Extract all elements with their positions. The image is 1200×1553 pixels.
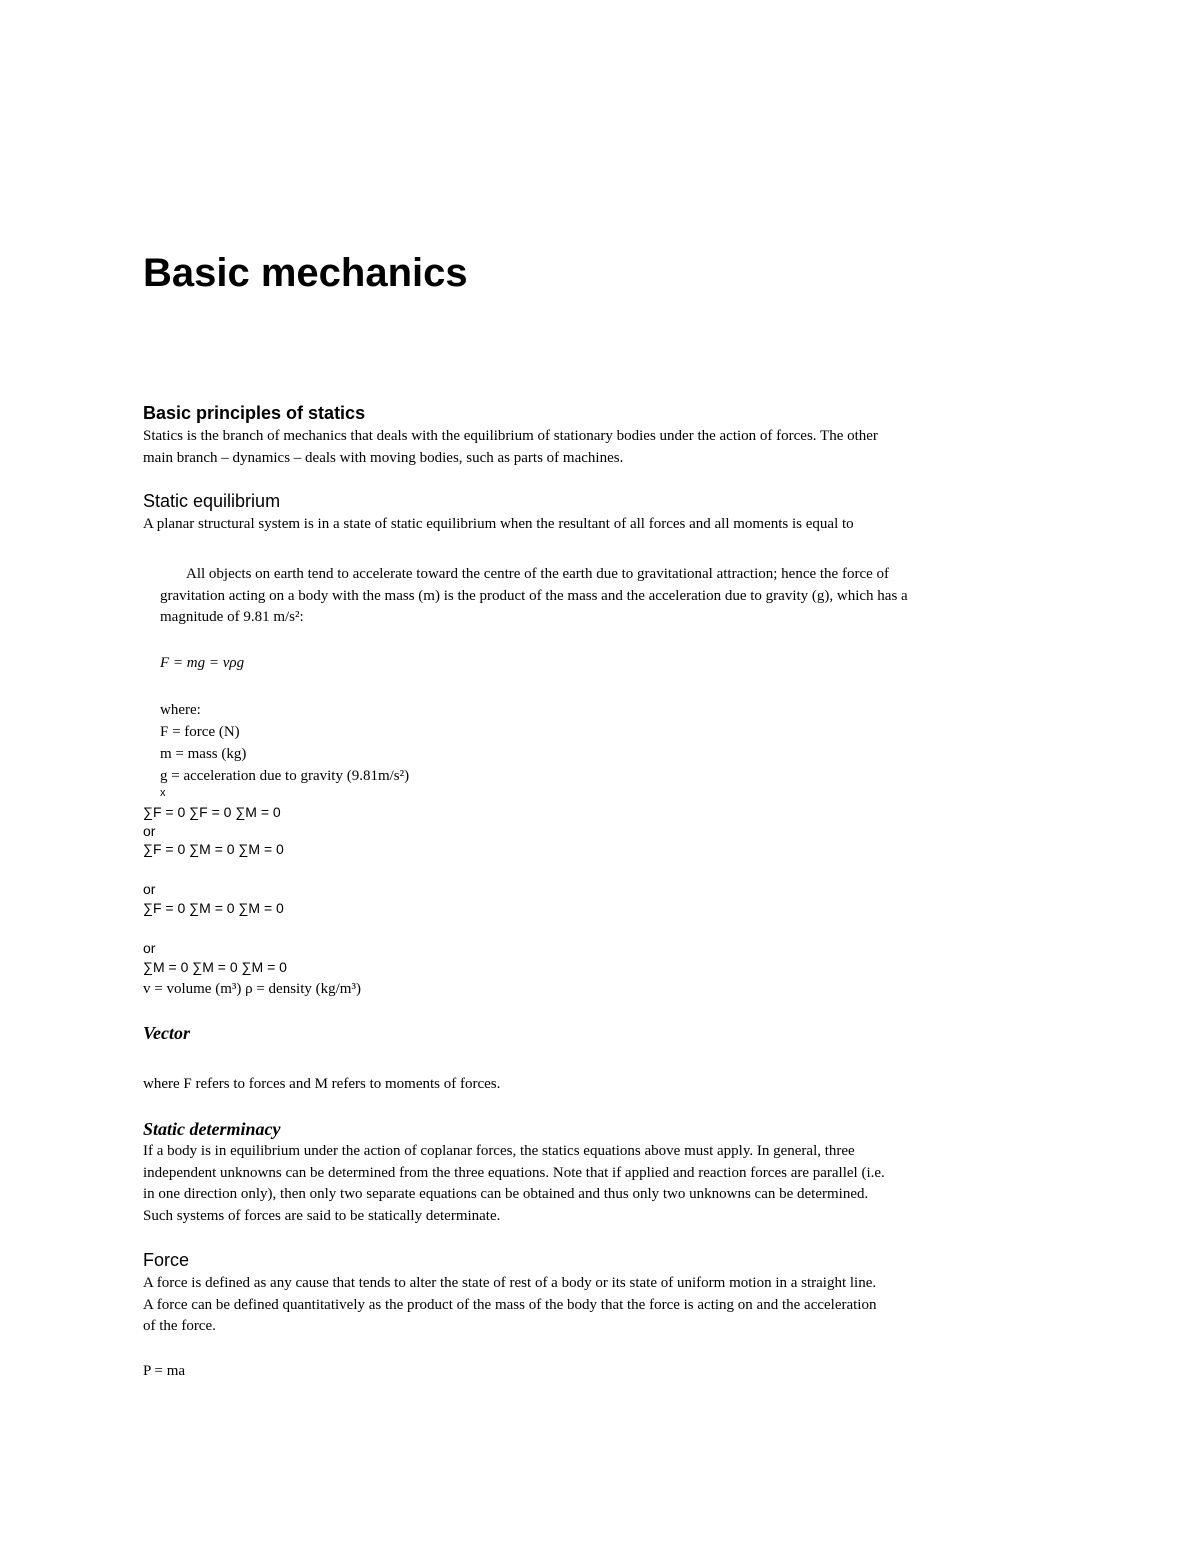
heading-statics: Basic principles of statics [143,403,366,423]
heading-static-equilibrium: Static equilibrium [143,491,281,511]
equation-set-4: ∑M = 0 ∑M = 0 ∑M = 0 [143,959,287,975]
paragraph-vector: where F refers to forces and M refers to moments of forces. [143,1076,501,1092]
paragraph-line: Statics is the branch of mechanics that deals with the equilibrium of stationary bodies under the action of forces. The other [143,428,878,444]
paragraph-line: main branch – dynamics – deals with moving bodies, such as parts of machines. [143,449,624,466]
paragraph-equilibrium: A planar structural system is in a state of static equilibrium when the resultant of all forces and all moments is equal to [143,516,854,532]
paragraph-line: gravitation acting on a body with the mass (m) is the product of the mass and the acceleration due to gravity (g), which has a [160,587,908,604]
paragraph-line: of the force. [143,1318,216,1334]
heading-static-determinacy: Static determinacy [143,1119,281,1139]
or-label: or [143,823,156,839]
definition-mass: m = mass (kg) [160,746,247,762]
paragraph-statics [143,426,1073,469]
where-label: where: [160,702,201,718]
paragraph-line: independent unknowns can be determined from the three equations. Note that if applied and reaction forces are parallel (i.e. [143,1164,885,1181]
paragraph-line: magnitude of 9.81 m/s²: [160,609,304,625]
paragraph-line: A force can be defined quantitatively as the product of the mass of the body that the force is acting on and the acceleration [143,1296,877,1313]
formula-force-gravity: F = mg = vρg [160,655,245,671]
paragraph-force [143,1273,1073,1338]
heading-force: Force [143,1250,190,1270]
page-title: Basic mechanics [143,251,468,295]
volume-density-line: v = volume (m³) ρ = density (kg/m³) [143,981,361,997]
heading-vector: Vector [143,1023,190,1043]
x-mark: x [160,787,166,799]
paragraph-line: A force is defined as any cause that tends to alter the state of rest of a body or its state of uniform motion in a straight line. [143,1275,877,1291]
or-label: or [143,881,156,897]
equation-set-1: ∑F = 0 ∑F = 0 ∑M = 0 [143,804,281,820]
or-label: or [143,940,156,956]
paragraph-line: All objects on earth tend to accelerate toward the centre of the earth due to gravitational attraction; hence the force of [186,566,890,582]
equation-set-2: ∑F = 0 ∑M = 0 ∑M = 0 [143,841,284,857]
paragraph-determinacy [143,1141,1073,1227]
equation-set-3: ∑F = 0 ∑M = 0 ∑M = 0 [143,900,284,916]
paragraph-line: in one direction only), then only two separate equations can be obtained and thus only two unknowns can be determined. [143,1186,869,1202]
paragraph-line: Such systems of forces are said to be statically determinate. [143,1207,501,1224]
definition-force: F = force (N) [160,724,240,740]
formula-force: P = ma [143,1363,186,1379]
paragraph-gravity [160,564,1080,629]
definition-gravity: g = acceleration due to gravity (9.81m/s²) [160,768,410,784]
paragraph-line: If a body is in equilibrium under the action of coplanar forces, the statics equations above must apply. In general, three [143,1143,855,1159]
